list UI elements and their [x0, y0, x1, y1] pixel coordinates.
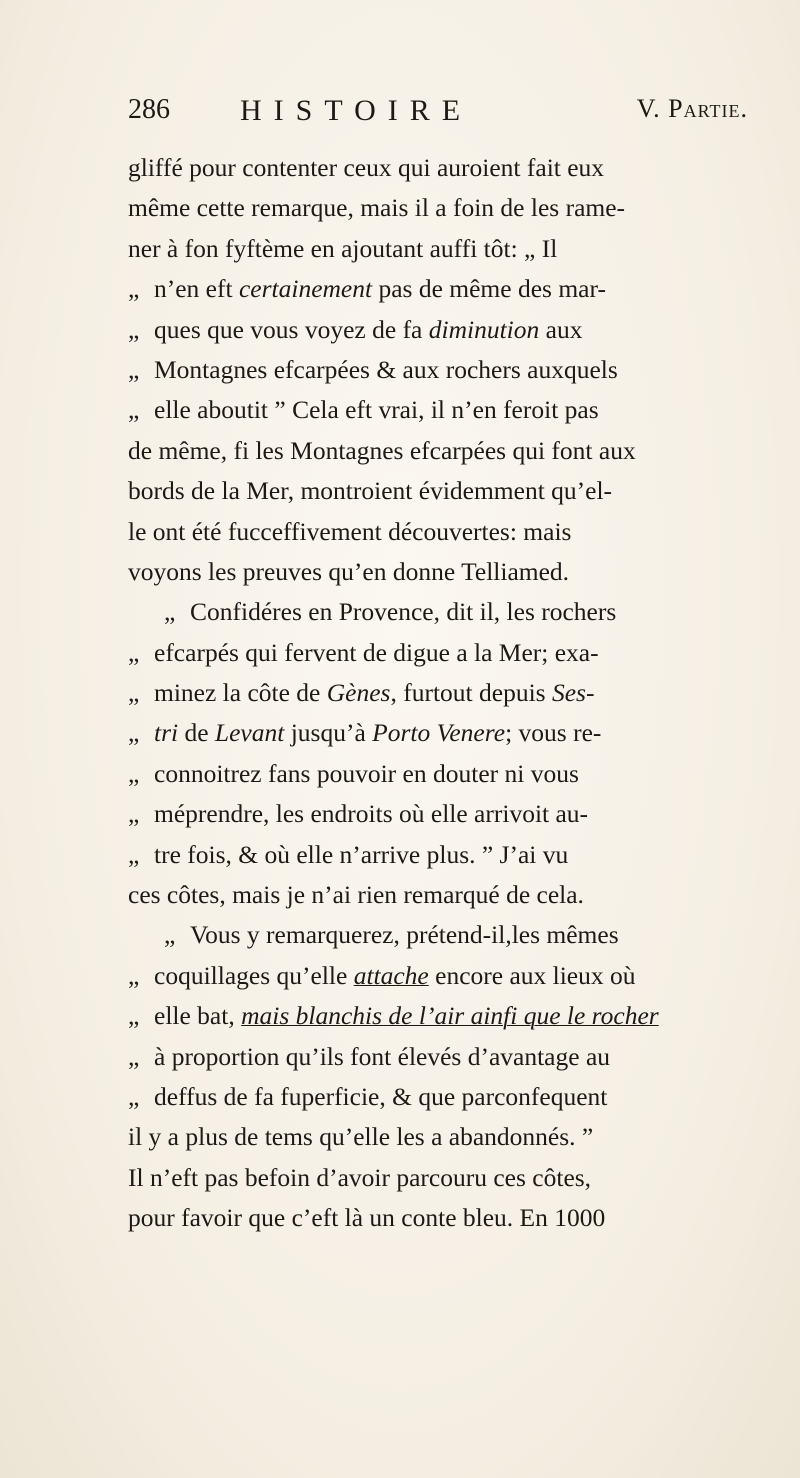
text-segment: minez la côte de	[154, 678, 327, 708]
text-segment: Montagnes efcarpées & aux rochers auxquels	[154, 354, 618, 384]
quote-mark: „	[128, 960, 140, 990]
text-segment: même cette remarque, mais il a foin de les rame-	[128, 193, 626, 223]
text-segment: efcarpés qui fervent de digue a la Mer; exa-	[154, 637, 599, 667]
page-number: 286	[128, 94, 170, 125]
text-line	[128, 956, 748, 996]
text-line	[128, 188, 748, 228]
text-segment: Confidéres en Provence, dit il, les rochers	[190, 597, 617, 627]
quote-mark: „	[128, 274, 140, 304]
text-segment: elle bat,	[154, 1001, 242, 1031]
quote-mark: „	[128, 637, 140, 667]
text-segment: de même, fi les Montagnes efcarpées qui font aux	[128, 435, 636, 465]
italic-text: mais blanchis de l’air ainfi que le rocher	[241, 1001, 659, 1031]
text-line	[128, 350, 748, 390]
text-segment: aux	[539, 314, 583, 344]
text-segment: voyons les preuves qu’en donne Telliamed.	[128, 556, 570, 586]
text-segment: n’en eft	[154, 274, 239, 304]
text-line	[128, 1198, 748, 1238]
text-line	[128, 633, 748, 673]
italic-text: tri	[154, 718, 179, 748]
text-segment: ces côtes, mais je n’ai rien remarqué de cela.	[128, 880, 584, 910]
text-segment: ; vous re-	[505, 718, 602, 748]
italic-text: attache	[353, 960, 429, 990]
italic-text: Levant	[214, 718, 285, 748]
text-line	[128, 875, 748, 915]
quote-mark: „	[128, 799, 140, 829]
text-line	[128, 794, 748, 834]
quote-mark: „	[128, 839, 140, 869]
text-segment: tre fois, & où elle n’arrive plus. ” J’ai vu	[154, 839, 569, 869]
text-line	[128, 835, 748, 875]
text-segment: le ont été fucceffivement découvertes: mais	[128, 516, 572, 546]
text-segment: elle aboutit ” Cela eft vrai, il n’en feroit pas	[154, 395, 599, 425]
text-segment: coquillages qu’elle	[154, 960, 354, 990]
italic-text: Ses-	[551, 678, 595, 708]
page-header	[128, 94, 748, 134]
quote-mark: „	[128, 395, 140, 425]
quote-mark: „	[128, 1081, 140, 1111]
italic-text: diminution	[428, 314, 540, 344]
text-line	[128, 996, 748, 1036]
text-segment: encore aux lieux où	[428, 960, 636, 990]
italic-text: certainement	[238, 274, 373, 304]
text-line	[128, 552, 748, 592]
text-line	[128, 1117, 748, 1157]
text-line	[128, 512, 748, 552]
text-line	[128, 592, 748, 632]
text-segment: de	[178, 718, 215, 748]
text-segment: jusqu’à	[284, 718, 373, 748]
text-segment: Il n’eft pas befoin d’avoir parcouru ces côtes,	[128, 1162, 592, 1192]
text-line	[128, 471, 748, 511]
text-segment: à proportion qu’ils font élevés d’avantage au	[154, 1041, 611, 1071]
text-line	[128, 269, 748, 309]
quote-mark: „	[128, 1001, 140, 1031]
text-line	[128, 1037, 748, 1077]
text-segment: connoitrez fans pouvoir en douter ni vous	[154, 758, 579, 788]
text-segment: gliffé pour contenter ceux qui auroient fait eux	[128, 153, 605, 182]
quote-mark: „	[128, 718, 140, 748]
quote-mark: „	[128, 314, 140, 344]
quote-mark: „	[164, 920, 176, 950]
text-line	[128, 915, 748, 955]
part-label: V. Partie.	[636, 94, 748, 123]
text-segment: pas de même des mar-	[372, 274, 606, 304]
text-line	[128, 754, 748, 794]
text-line	[128, 431, 748, 471]
text-line	[128, 229, 748, 269]
running-title: HISTOIRE	[240, 94, 473, 127]
text-segment: il y a plus de tems qu’elle les a abandonnés. ”	[128, 1122, 594, 1152]
text-segment: deffus de fa fuperficie, & que parconfequent	[154, 1081, 608, 1111]
quote-mark: „	[128, 1041, 140, 1071]
italic-text: Porto Venere	[372, 718, 506, 748]
quote-mark: „	[128, 758, 140, 788]
text-line	[128, 673, 748, 713]
quote-mark: „	[128, 354, 140, 384]
text-segment: ner à fon fyftème en ajoutant auffi tôt: „ Il	[128, 233, 558, 263]
text-line	[128, 713, 748, 753]
text-segment: , furtout depuis	[390, 678, 552, 708]
text-line	[128, 148, 748, 188]
page-body-text	[128, 148, 748, 1239]
text-segment: ques que vous voyez de fa	[154, 314, 429, 344]
text-segment: Vous y remarquerez, prétend-il,les mêmes	[190, 920, 619, 950]
text-segment: bords de la Mer, montroient évidemment qu’el-	[128, 476, 613, 506]
text-line	[128, 1077, 748, 1117]
text-segment: pour favoir que c’eft là un conte bleu. En 1000	[128, 1203, 606, 1233]
text-line	[128, 310, 748, 350]
text-line	[128, 390, 748, 430]
quote-mark: „	[128, 678, 140, 708]
text-segment: méprendre, les endroits où elle arrivoit au-	[154, 799, 589, 829]
italic-text: Gènes	[326, 678, 391, 708]
quote-mark: „	[164, 597, 176, 627]
text-line	[128, 1158, 748, 1198]
